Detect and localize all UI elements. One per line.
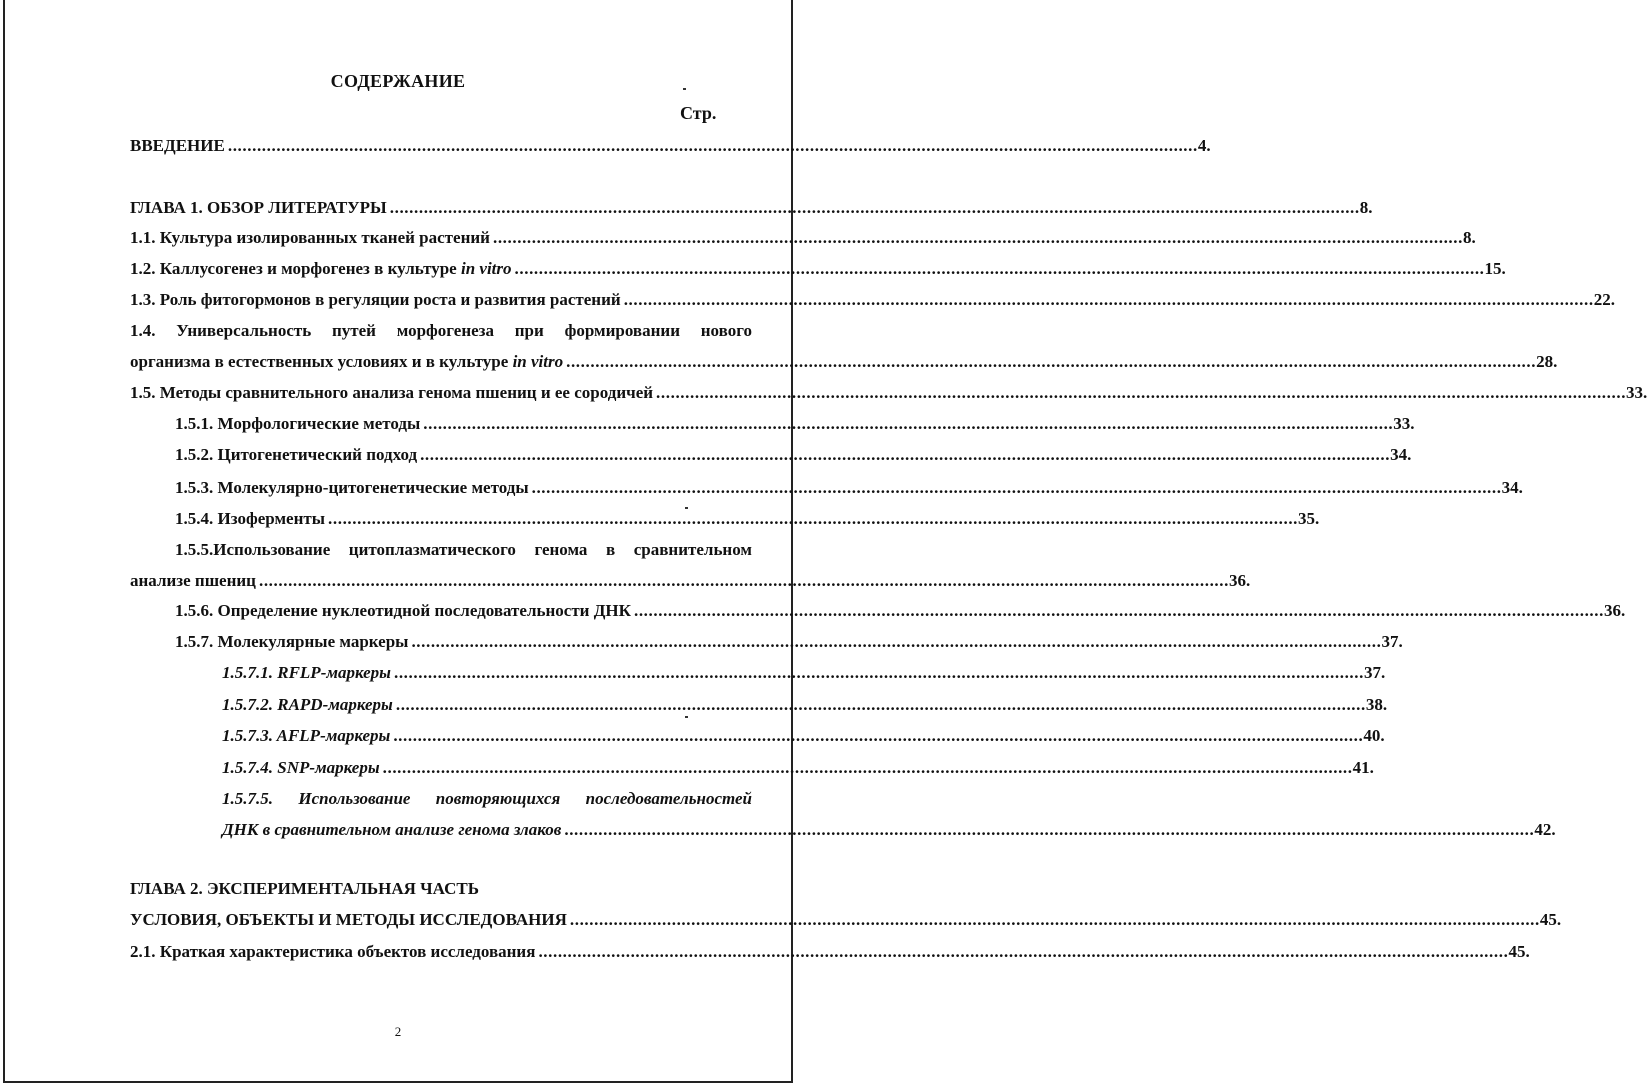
- toc-entry-text: 1.5.2. Цитогенетический подход: [175, 445, 418, 464]
- toc-entry-text: ГЛАВА 1. ОБЗОР ЛИТЕРАТУРЫ: [130, 198, 387, 217]
- toc-entry-page: 35.: [1298, 509, 1320, 528]
- dot-leader: ........................................................................................................................................................................................................: [420, 445, 1391, 464]
- toc-entry-text: 1.5.5.Использование цитоплазматического генома в сравнительном: [175, 540, 752, 559]
- toc-entry[interactable]: [222, 693, 1388, 717]
- toc-entry-title: [130, 288, 621, 312]
- toc-entry-page: 22.: [1593, 290, 1615, 309]
- toc-entry-italic-text: 1.5.7.5. Использование повторяющихся последовательностей: [222, 789, 752, 808]
- dot-leader: ........................................................................................................................................................................................................: [623, 290, 1594, 309]
- toc-entry[interactable]: [222, 787, 752, 811]
- dot-leader: ........................................................................................................................................................................................................: [258, 571, 1229, 590]
- toc-entry-title: [222, 724, 390, 748]
- toc-entry[interactable]: [222, 756, 1374, 780]
- toc-entry-page: 8.: [1359, 198, 1373, 217]
- toc-entry-page: 36.: [1228, 571, 1251, 590]
- toc-entry-page: 8.: [1462, 228, 1476, 247]
- toc-entry-title: [222, 693, 393, 717]
- dot-leader: ........................................................................................................................................................................................................: [538, 942, 1509, 961]
- toc-entry-page: 34.: [1390, 445, 1412, 464]
- toc-entry[interactable]: [175, 507, 1320, 531]
- scan-speck: [683, 88, 686, 90]
- toc-entry-text: 1.5.1. Морфологические методы: [175, 414, 421, 433]
- toc-entry-text: 1.3. Роль фитогормонов в регуляции роста и развития растений: [130, 290, 621, 309]
- toc-entry-page: 38.: [1365, 695, 1388, 714]
- toc-entry-text: 1.5.7. Молекулярные маркеры: [175, 632, 409, 651]
- toc-entry-title: [222, 661, 391, 685]
- toc-entry-page: 37.: [1363, 663, 1386, 682]
- scan-speck: [685, 507, 688, 509]
- toc-entry-text: ГЛАВА 2. ЭКСПЕРИМЕНТАЛЬНАЯ ЧАСТЬ: [130, 879, 479, 898]
- toc-entry-title: [130, 319, 752, 343]
- toc-entry-title: [222, 787, 752, 811]
- toc-entry-title: [175, 599, 631, 623]
- toc-entry-title: [222, 756, 380, 780]
- toc-entry-text: 1.5.4. Изоферменты: [175, 509, 326, 528]
- scan-speck: [685, 716, 688, 718]
- toc-entry-title: [130, 257, 512, 281]
- toc-entry[interactable]: [175, 476, 1523, 500]
- toc-entry-page: 28.: [1536, 352, 1558, 371]
- toc-entry-italic-text: in vitro: [460, 259, 512, 278]
- toc-entry-title: [175, 538, 752, 562]
- dot-leader: ........................................................................................................................................................................................................: [382, 758, 1353, 777]
- dot-leader: ........................................................................................................................................................................................................: [656, 383, 1627, 402]
- toc-entry-text: 1.5. Методы сравнительного анализа генома пшениц и ее сородичей: [130, 383, 654, 402]
- toc-entry-italic-text: 1.5.7.4. SNP-маркеры: [222, 758, 380, 777]
- toc-entry[interactable]: [130, 288, 1615, 312]
- toc-entry-title: [130, 877, 479, 901]
- toc-title: СОДЕРЖАНИЕ: [330, 71, 466, 91]
- toc-entry-page: 15.: [1484, 259, 1506, 278]
- toc-entry-title: [175, 507, 325, 531]
- toc-entry-title: [130, 350, 563, 374]
- toc-entry-title: [175, 476, 529, 500]
- dot-leader: ........................................................................................................................................................................................................: [411, 632, 1382, 651]
- toc-entry-text: 1.2. Каллусогенез и морфогенез в культуре: [130, 259, 461, 278]
- toc-entry-text: анализе пшениц: [130, 571, 256, 590]
- toc-entry[interactable]: [130, 134, 1211, 158]
- dot-leader: ........................................................................................................................................................................................................: [514, 259, 1485, 278]
- toc-entry-text: 1.1. Культура изолированных тканей растений: [130, 228, 490, 247]
- toc-entry-italic-text: 1.5.7.1. RFLP-маркеры: [222, 663, 391, 682]
- toc-entry[interactable]: [130, 319, 752, 343]
- page-column-label: Стр.: [680, 103, 717, 123]
- toc-entry-title: [130, 908, 567, 932]
- toc-entry-title: [130, 226, 490, 250]
- dot-leader: ........................................................................................................................................................................................................: [423, 414, 1394, 433]
- toc-entry-text: 1.5.3. Молекулярно-цитогенетические методы: [175, 478, 529, 497]
- toc-entry[interactable]: [130, 908, 1562, 932]
- toc-entry-title: [175, 630, 408, 654]
- toc-entry-text: 1.4. Универсальность путей морфогенеза при формировании нового: [130, 321, 752, 340]
- toc-entry-text: организма в естественных условиях и в культуре: [130, 352, 513, 371]
- dot-leader: ........................................................................................................................................................................................................: [393, 726, 1364, 745]
- toc-entry-title: [175, 412, 420, 436]
- toc-entry-page: 4.: [1197, 136, 1211, 155]
- toc-entry-title: [130, 569, 256, 593]
- toc-entry-text: УСЛОВИЯ, ОБЪЕКТЫ И МЕТОДЫ ИССЛЕДОВАНИЯ: [130, 910, 567, 929]
- toc-entry-page: 45.: [1508, 942, 1530, 961]
- dot-leader: ........................................................................................................................................................................................................: [328, 509, 1299, 528]
- toc-entry-page: 37.: [1381, 632, 1403, 651]
- toc-entry[interactable]: [130, 940, 1530, 964]
- toc-entry-page: 33.: [1626, 383, 1647, 402]
- dot-leader: ........................................................................................................................................................................................................: [564, 820, 1535, 839]
- toc-entry[interactable]: [130, 381, 1647, 405]
- toc-entry[interactable]: [222, 661, 1386, 685]
- toc-entry-text: 1.5.6. Определение нуклеотидной последовательности ДНК: [175, 601, 631, 620]
- toc-entry-page: 40.: [1363, 726, 1385, 745]
- toc-entry-page: 36.: [1603, 601, 1626, 620]
- toc-entry-page: 34.: [1501, 478, 1523, 497]
- toc-entry[interactable]: [130, 877, 752, 901]
- toc-entry-text: 2.1. Краткая характеристика объектов исследования: [130, 942, 536, 961]
- dot-leader: ........................................................................................................................................................................................................: [569, 910, 1540, 929]
- toc-entry-title: [130, 196, 387, 220]
- toc-entry-title: [130, 940, 535, 964]
- dot-leader: ........................................................................................................................................................................................................: [531, 478, 1502, 497]
- toc-entry[interactable]: [130, 257, 1506, 281]
- toc-entry-italic-text: ДНК в сравнительном анализе генома злаков: [222, 820, 562, 839]
- toc-entry-title: [130, 381, 653, 405]
- toc-entry-text: ВВЕДЕНИЕ: [130, 136, 225, 155]
- dot-leader: ........................................................................................................................................................................................................: [389, 198, 1360, 217]
- toc-entry[interactable]: [222, 818, 1556, 842]
- toc-entry[interactable]: [175, 443, 1412, 467]
- dot-leader: ........................................................................................................................................................................................................: [492, 228, 1463, 247]
- dot-leader: ........................................................................................................................................................................................................: [633, 601, 1604, 620]
- dot-leader: ........................................................................................................................................................................................................: [393, 663, 1364, 682]
- toc-entry-page: 45.: [1539, 910, 1562, 929]
- toc-entry[interactable]: [130, 569, 1251, 593]
- dot-leader: ........................................................................................................................................................................................................: [566, 352, 1537, 371]
- toc-entry[interactable]: [175, 630, 1403, 654]
- dot-leader: ........................................................................................................................................................................................................: [227, 136, 1198, 155]
- toc-entry[interactable]: [175, 412, 1415, 436]
- toc-entry-italic-text: 1.5.7.2. RAPD-маркеры: [222, 695, 393, 714]
- toc-entry-title: [222, 818, 561, 842]
- toc-entry[interactable]: [130, 350, 1558, 374]
- toc-entry-italic-text: 1.5.7.3. AFLP-маркеры: [222, 726, 391, 745]
- toc-entry[interactable]: [175, 538, 752, 562]
- page-number: 2: [394, 1024, 402, 1039]
- dot-leader: ........................................................................................................................................................................................................: [395, 695, 1366, 714]
- toc-entry-page: 33.: [1393, 414, 1415, 433]
- toc-entry-page: 41.: [1352, 758, 1374, 777]
- toc-entry[interactable]: [130, 226, 1476, 250]
- toc-entry-title: [130, 134, 225, 158]
- toc-entry-page: 42.: [1534, 820, 1556, 839]
- toc-entry-italic-text: in vitro: [512, 352, 564, 371]
- toc-entry-title: [175, 443, 417, 467]
- toc-entry[interactable]: [222, 724, 1385, 748]
- toc-entry[interactable]: [130, 196, 1373, 220]
- toc-entry[interactable]: [175, 599, 1626, 623]
